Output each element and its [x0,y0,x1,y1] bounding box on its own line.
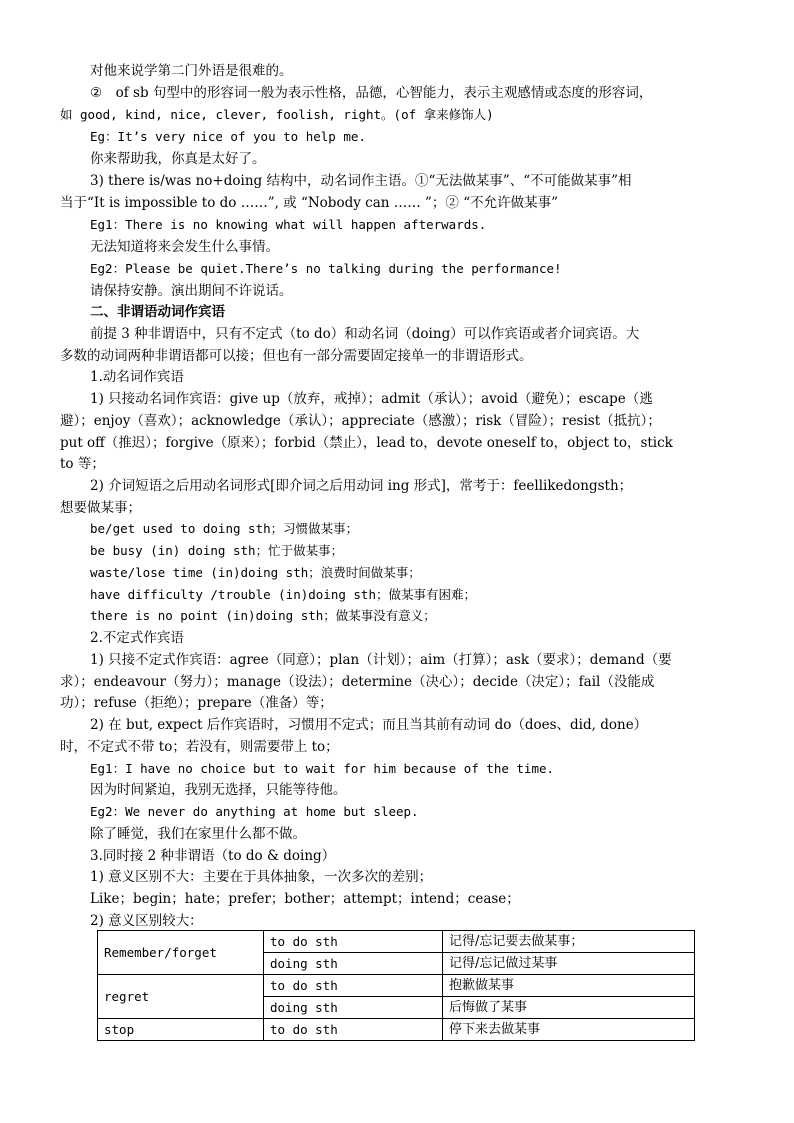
text-line: 多数的动词两种非谓语都可以接；但也有一部分需要固定接单一的非谓语形式。 [60,348,533,364]
table-cell-form: to do sth [264,931,443,953]
text-line: 除了睡觉，我们在家里什么都不做。 [90,826,306,842]
example-line: Eg：It’s very nice of you to help me. [90,129,366,144]
table-row [98,975,695,997]
table-cell-form: doing sth [264,953,443,975]
subheading: 3.同时接 2 种非谓语（to do & doing） [90,848,336,864]
text-line: 如 good, kind, nice, clever, foolish, right。(of 拿来修饰人) [60,107,494,122]
table-cell-form: to do sth [264,975,443,997]
table-cell-meaning: 抱歉做某事 [443,975,695,997]
text-line: 2) 意义区别较大： [90,913,203,929]
table-cell-verb: stop [98,1019,264,1041]
text-line: 时，不定式不带 to；若没有，则需要带上 to； [60,739,339,755]
verb-meaning-table [97,930,695,1041]
text-line: 1) 只接不定式作宾语：agree（同意）；plan（计划）；aim（打算）；ask（要求）；demand（要 [90,652,672,668]
text-line: 无法知道将来会发生什么事情。 [90,239,279,255]
table-cell-meaning: 后悔做了某事 [443,997,695,1019]
table-row [98,1019,695,1041]
text-line: 因为时间紧迫，我别无选择，只能等待他。 [90,782,347,798]
text-line: 你来帮助我，你真是太好了。 [90,151,266,167]
text-line: 3) there is/was no+doing 结构中，动名词作主语。①“无法做某事”、“不可能做某事”相 [90,173,632,189]
text-line: 2) 在 but, expect 后作宾语时，习惯用不定式；而且当其前有动词 do（does、did, done） [90,717,648,733]
text-line: 前提 3 种非谓语中，只有不定式（to do）和动名词（doing）可以作宾语或者介词宾语。大 [90,326,640,342]
example-line: Eg1：There is no knowing what will happen afterwards. [90,217,487,232]
example-line: Eg1：I have no choice but to wait for him because of the time. [90,761,555,776]
text-line: 求）；endeavour（努力）；manage（设法）；determine（决心）；decide（决定）；fail（没能成 [60,674,655,690]
text-line: Like；begin；hate；prefer；bother；attempt；intend；cease； [90,891,520,907]
text-line: to 等； [60,456,105,472]
subheading: 1.动名词作宾语 [90,369,184,385]
text-line: put off（推迟）；forgive（原来）；forbid（禁止），lead to，devote oneself to，object to，stick [60,435,673,451]
table-cell-meaning: 停下来去做某事 [443,1019,695,1041]
phrase-line: there is no point (in)doing sth；做某事没有意义； [90,608,436,623]
table-cell-meaning: 记得/忘记要去做某事； [443,931,695,953]
phrase-line: be busy (in) doing sth；忙于做某事； [90,543,344,558]
table-cell-meaning: 记得/忘记做过某事 [443,953,695,975]
table-cell-form: to do sth [264,1019,443,1041]
table-cell-verb: regret [98,975,264,1019]
text-line: 当于“It is impossible to do ……”, 或 “Nobody can …… ”；② “不允许做某事” [60,195,559,211]
text-line: 避）；enjoy（喜欢）；acknowledge（承认）；appreciate（感激）；risk（冒险）；resist（抵抗）； [60,413,661,429]
text-line: 1) 只接动名词作宾语：give up（放弃，戒掉）；admit（承认）；avoid（避免）；escape（逃 [90,391,653,407]
text-line: 2) 介词短语之后用动名词形式[即介词之后用动词 ing 形式]，常考于：feellikedongsth； [90,478,633,494]
phrase-line: be/get used to doing sth；习惯做某事； [90,521,359,536]
example-line: Eg2：Please be quiet.There’s no talking during the performance! [90,261,562,276]
table-cell-form: doing sth [264,997,443,1019]
text-line: 1) 意义区别不大：主要在于具体抽象，一次多次的差别； [90,869,433,885]
phrase-line: waste/lose time (in)doing sth；浪费时间做某事； [90,565,421,580]
table-cell-verb: Remember/forget [98,931,264,975]
text-line: 功）；refuse（拒绝）；prepare（准备）等； [60,695,333,711]
text-line: 对他来说学第二门外语是很难的。 [90,63,293,79]
text-line: ② of sb 句型中的形容词一般为表示性格，品德，心智能力，表示主观感情或态度的形容词， [90,85,653,101]
text-line: 想要做某事； [60,500,141,516]
text-line: 请保持安静。演出期间不许说话。 [90,283,293,299]
example-line: Eg2：We never do anything at home but sleep. [90,804,419,819]
table-row [98,931,695,953]
section-heading: 二、非谓语动词作宾语 [90,304,225,320]
phrase-line: have difficulty /trouble (in)doing sth；做某事有困难； [90,587,476,602]
subheading: 2.不定式作宾语 [90,630,184,646]
